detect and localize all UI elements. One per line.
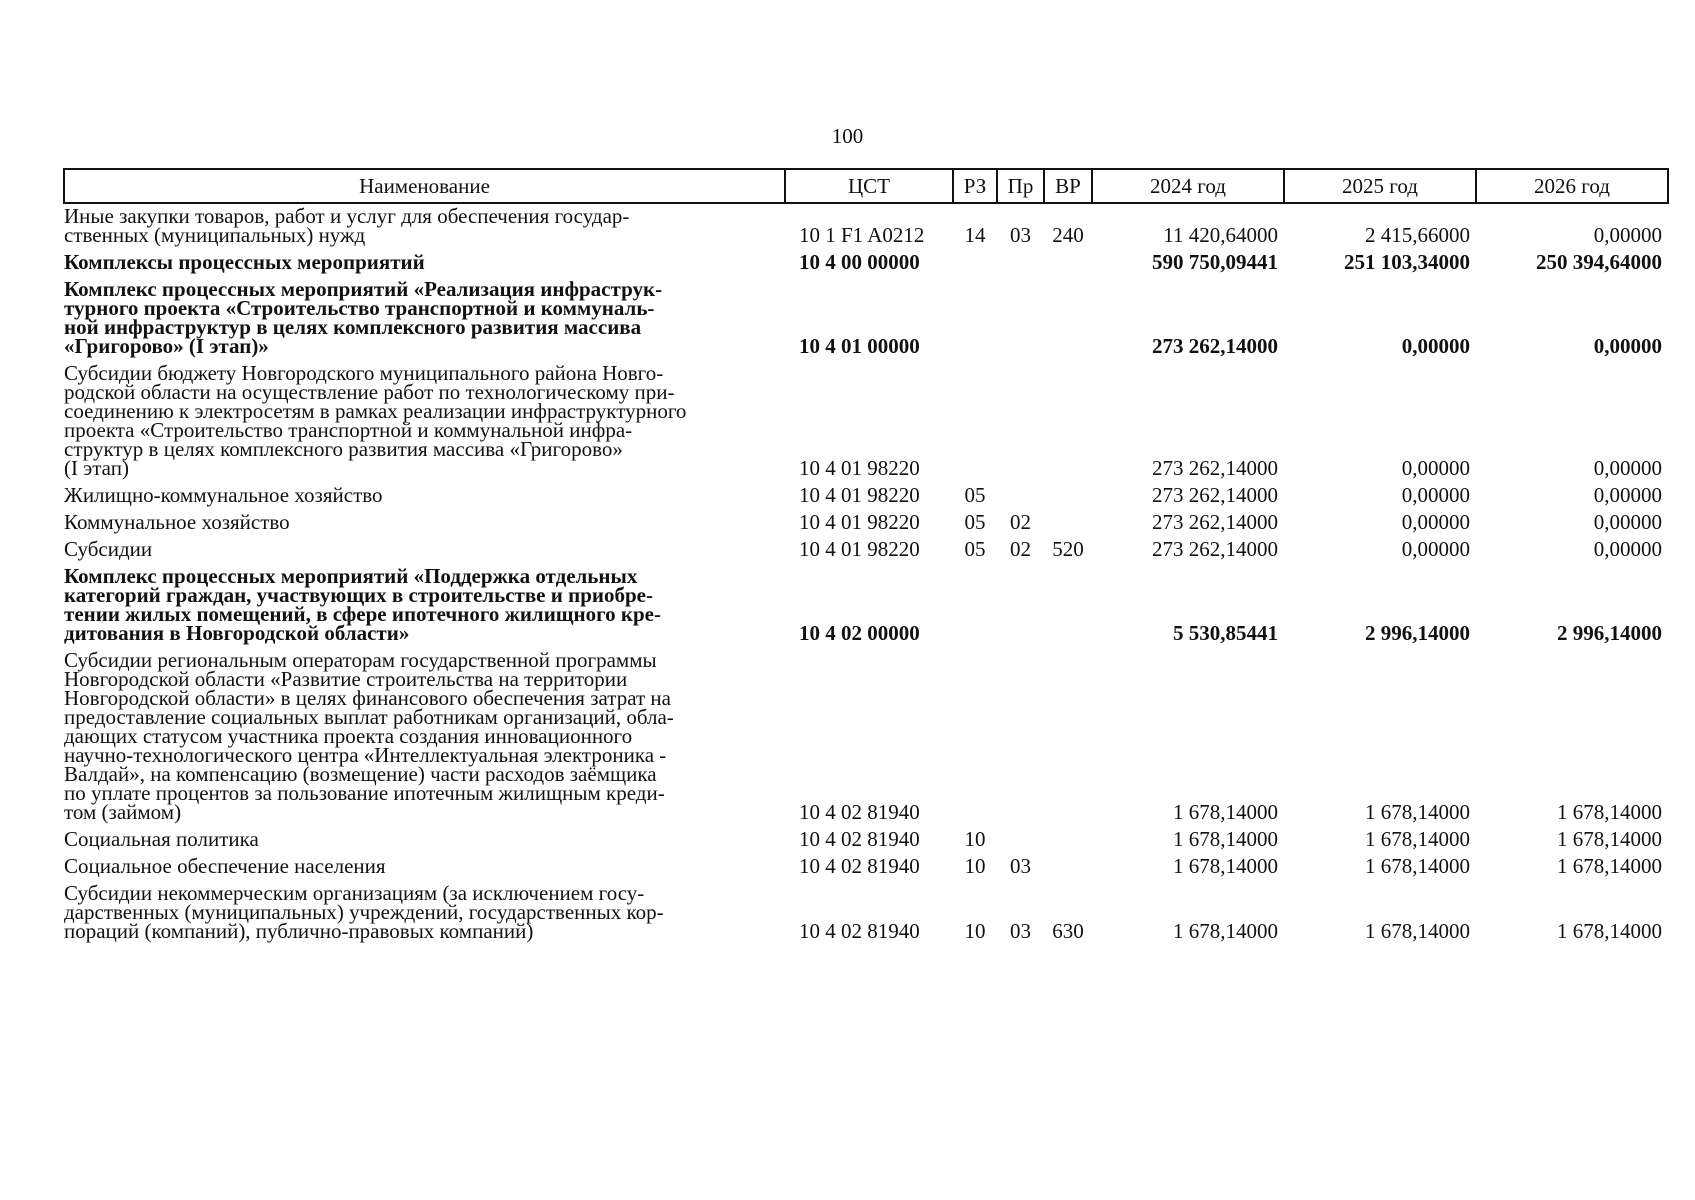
row-cst: 10 4 02 81940 [799, 854, 920, 878]
row-2025-amount: 1 678,14000 [1365, 854, 1470, 878]
row-cst: 10 4 01 00000 [799, 334, 920, 358]
table-row [64, 537, 1668, 564]
budget-table [63, 168, 1669, 946]
row-2024-amount: 590 750,09441 [1152, 250, 1278, 274]
row-name: Комплекс процессных мероприятий «Реализация инфраструк- турного проекта «Строительство транспортной и коммуналь- ной инфраструктур в целях комплексного развития массива «Григорово» (I этап)» [64, 277, 663, 358]
table-row [64, 881, 1668, 946]
row-name: Субсидии [64, 537, 153, 561]
row-2026-amount: 0,00000 [1593, 537, 1662, 561]
row-2026-amount: 0,00000 [1593, 510, 1662, 534]
row-vr [1044, 361, 1092, 483]
row-2026-amount: 0,00000 [1593, 456, 1662, 480]
row-2026-amount: 0,00000 [1593, 223, 1662, 247]
row-2024-amount: 1 678,14000 [1173, 800, 1278, 824]
row-2025-amount: 251 103,34000 [1344, 250, 1470, 274]
row-pr: 02 [1010, 510, 1031, 534]
row-pr: 03 [1010, 919, 1031, 943]
table-row [64, 250, 1668, 277]
header-cst: ЦСТ [785, 169, 953, 203]
row-cst: 10 4 01 98220 [799, 456, 920, 480]
row-cst: 10 4 02 00000 [799, 621, 920, 645]
row-name: Коммунальное хозяйство [64, 510, 290, 534]
row-name: Комплексы процессных мероприятий [64, 250, 425, 274]
table-body [64, 203, 1668, 946]
table-row [64, 827, 1668, 854]
row-2026-amount: 1 678,14000 [1557, 919, 1662, 943]
row-rz: 10 [964, 827, 986, 851]
row-2026-amount: 2 996,14000 [1557, 621, 1662, 645]
row-rz: 05 [964, 510, 986, 534]
row-vr: 240 [1052, 223, 1084, 247]
header-2024: 2024 год [1092, 169, 1284, 203]
table-row [64, 361, 1668, 483]
row-2024-amount: 1 678,14000 [1173, 827, 1278, 851]
row-2025-amount: 0,00000 [1401, 456, 1470, 480]
row-name: Жилищно-коммунальное хозяйство [64, 483, 383, 507]
row-rz [953, 250, 997, 277]
row-vr [1044, 510, 1092, 537]
row-name: Комплекс процессных мероприятий «Поддержка отдельных категорий граждан, участвующих в строительстве и приобре- тении жилых помещений, в сфере ипотечного жилищного кре- дитования в Новгородской области» [64, 564, 661, 645]
row-pr: 02 [1010, 537, 1031, 561]
row-2024-amount: 1 678,14000 [1173, 854, 1278, 878]
header-2026: 2026 год [1476, 169, 1668, 203]
row-2026-amount: 0,00000 [1593, 334, 1662, 358]
row-2024-amount: 11 420,64000 [1163, 223, 1278, 247]
row-2025-amount: 2 996,14000 [1365, 621, 1470, 645]
row-2024-amount: 1 678,14000 [1173, 919, 1278, 943]
row-2026-amount: 250 394,64000 [1536, 250, 1662, 274]
row-rz: 05 [964, 483, 986, 507]
row-vr: 520 [1052, 537, 1084, 561]
header-2025: 2025 год [1284, 169, 1476, 203]
row-2025-amount: 1 678,14000 [1365, 800, 1470, 824]
row-rz: 05 [964, 537, 986, 561]
header-vr: ВР [1044, 169, 1092, 203]
row-cst: 10 4 02 81940 [799, 919, 920, 943]
row-2025-amount: 1 678,14000 [1365, 919, 1470, 943]
row-rz: 10 [964, 854, 986, 878]
table-row [64, 510, 1668, 537]
header-pr: Пр [997, 169, 1044, 203]
row-vr [1044, 827, 1092, 854]
row-rz [953, 648, 997, 827]
row-cst: 10 4 01 98220 [799, 510, 920, 534]
table-row [64, 854, 1668, 881]
row-cst: 10 4 02 81940 [799, 800, 920, 824]
table-header [64, 169, 1668, 203]
row-name: Социальная политика [64, 827, 259, 851]
row-rz [953, 564, 997, 648]
row-2026-amount: 1 678,14000 [1557, 854, 1662, 878]
row-cst: 10 1 F1 A0212 [799, 223, 925, 247]
row-pr [997, 277, 1044, 361]
row-rz [953, 361, 997, 483]
table-row [64, 277, 1668, 361]
row-pr [997, 827, 1044, 854]
row-2026-amount: 0,00000 [1593, 483, 1662, 507]
row-name: Субсидии бюджету Новгородского муниципального района Новго- родской области на осуществление работ по технологическому при- соединению к электросетям в рамках реализации инфраструктурного проекта «Строительство транспортной и коммунальной инфра- структур в целях комплексного развития массива «Григорово» (I этап) [64, 361, 687, 480]
row-name: Субсидии региональным операторам государственной программы Новгородской области «Развитие строительства на территории Новгородской области» в целях финансового обеспечения затрат на предоставление социальных выплат работникам организаций, обла- дающих статусом участника проекта создания инновационного научно-технологического центра «Интеллектуальная электроника - Валдай», на компенсацию (возмещение) части расходов заёмщика по уплате процентов за пользование ипотечным жилищным креди- том (займом) [64, 648, 674, 824]
row-cst: 10 4 00 00000 [799, 250, 920, 274]
table-row [64, 564, 1668, 648]
header-name: Наименование [64, 169, 785, 203]
row-2025-amount: 0,00000 [1401, 537, 1470, 561]
row-pr [997, 361, 1044, 483]
row-cst: 10 4 01 98220 [799, 537, 920, 561]
row-2024-amount: 273 262,14000 [1152, 537, 1278, 561]
row-2025-amount: 0,00000 [1401, 483, 1470, 507]
row-pr: 03 [1010, 854, 1031, 878]
row-2025-amount: 1 678,14000 [1365, 827, 1470, 851]
table-row [64, 203, 1668, 250]
row-vr [1044, 483, 1092, 510]
row-vr [1044, 277, 1092, 361]
row-2024-amount: 5 530,85441 [1173, 621, 1278, 645]
row-2025-amount: 0,00000 [1401, 334, 1470, 358]
row-2026-amount: 1 678,14000 [1557, 827, 1662, 851]
row-pr [997, 483, 1044, 510]
row-vr [1044, 854, 1092, 881]
row-rz: 14 [964, 223, 986, 247]
row-cst: 10 4 01 98220 [799, 483, 920, 507]
row-name: Иные закупки товаров, работ и услуг для обеспечения государ- ственных (муниципальных) нужд [64, 204, 630, 247]
header-rz: РЗ [953, 169, 997, 203]
row-vr [1044, 250, 1092, 277]
row-pr: 03 [1010, 223, 1031, 247]
row-vr [1044, 648, 1092, 827]
table-row [64, 648, 1668, 827]
row-rz: 10 [964, 919, 986, 943]
row-vr [1044, 564, 1092, 648]
row-2026-amount: 1 678,14000 [1557, 800, 1662, 824]
row-pr [997, 250, 1044, 277]
page-number: 100 [831, 124, 864, 148]
row-2024-amount: 273 262,14000 [1152, 334, 1278, 358]
row-2024-amount: 273 262,14000 [1152, 510, 1278, 534]
row-2025-amount: 0,00000 [1401, 510, 1470, 534]
row-pr [997, 648, 1044, 827]
table-row [64, 483, 1668, 510]
row-2024-amount: 273 262,14000 [1152, 456, 1278, 480]
row-rz [953, 277, 997, 361]
row-pr [997, 564, 1044, 648]
row-cst: 10 4 02 81940 [799, 827, 920, 851]
row-name: Социальное обеспечение населения [64, 854, 386, 878]
row-vr: 630 [1052, 919, 1084, 943]
row-2025-amount: 2 415,66000 [1365, 223, 1470, 247]
row-2024-amount: 273 262,14000 [1152, 483, 1278, 507]
row-name: Субсидии некоммерческим организациям (за исключением госу- дарственных (муниципальных) учреждений, государственных кор- пораций (компаний), публично-правовых компаний) [64, 881, 664, 943]
